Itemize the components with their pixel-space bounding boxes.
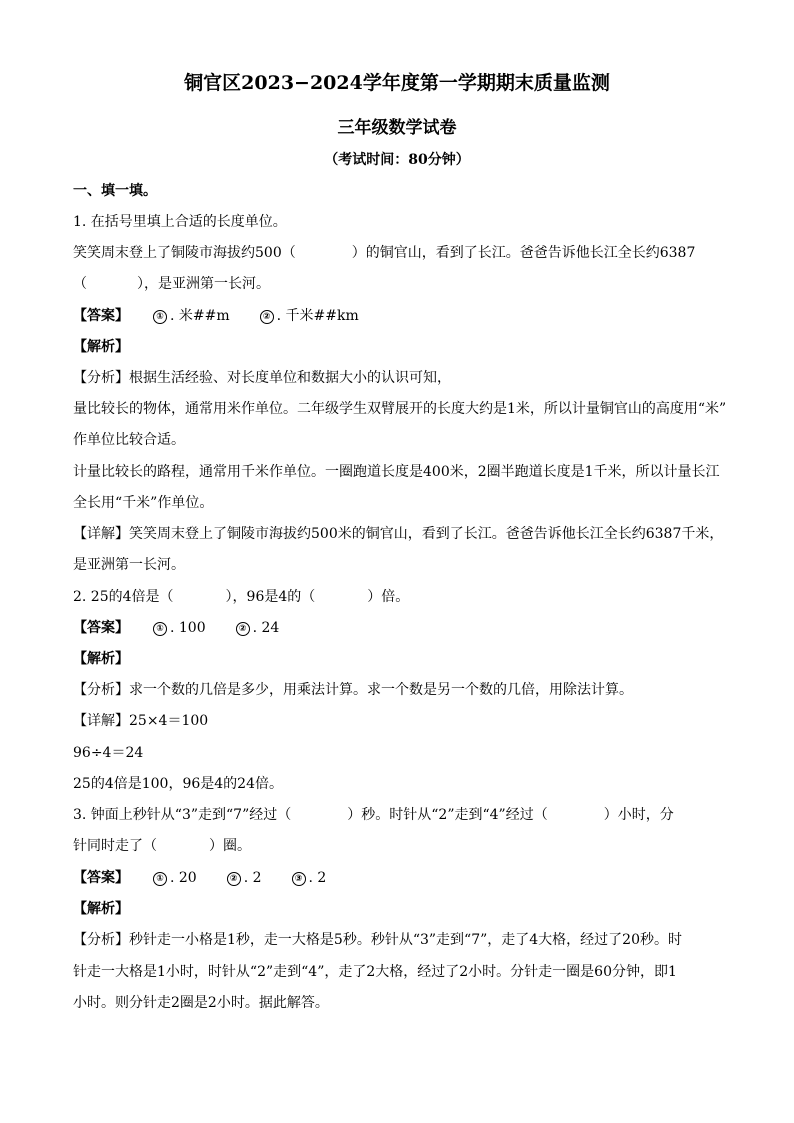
q1-line1-b: ）的铜官山，看到了长江。爸爸告诉他长江全长约6387 <box>351 245 696 261</box>
circle-number-1: ① <box>153 872 167 886</box>
q1-line2-b: ），是亚洲第一长河。 <box>137 276 270 292</box>
q2-stem-b: ），96是4的（ <box>225 589 316 605</box>
circle-number-2: ② <box>236 622 250 636</box>
q1-xiangjie: 【详解】笑笑周末登上了铜陵市海拔约500米的铜官山，看到了长江。爸爸告诉他长江全长约6387千米， <box>73 526 724 542</box>
circle-number-2: ② <box>260 310 274 324</box>
q2-xiangjie-line2: 96÷4＝24 <box>73 745 144 761</box>
circle-number-3: ③ <box>292 872 306 886</box>
q1-stem: 1. 在括号里填上合适的长度单位。 <box>73 214 287 230</box>
q2-fenxi: 【分析】求一个数的几倍是多少，用乘法计算。求一个数是另一个数的几倍，用除法计算。 <box>73 682 633 698</box>
q3-stem-l2a: 针同时走了（ <box>73 838 157 854</box>
q1-fenxi-line2: 量比较长的物体，通常用米作单位。二年级学生双臂展开的长度大约是1米，所以计量铜官山的高度用“米” <box>73 401 727 417</box>
q3-stem-line2 <box>73 836 251 856</box>
answer-value: . 米##m <box>170 308 230 324</box>
q2-stem-c: ）倍。 <box>367 589 410 605</box>
circle-number-1: ① <box>153 310 167 324</box>
answer-label: 【答案】 <box>73 620 129 636</box>
answer-value: . 24 <box>252 620 280 636</box>
q3-stem-a: 3. 钟面上秒针从“3”走到“7”经过（ <box>73 807 292 823</box>
q2-answer <box>73 618 279 638</box>
q1-line1 <box>73 243 695 263</box>
analysis-label: 【解析】 <box>73 901 129 917</box>
q3-fenxi-line3: 小时。则分针走2圈是2小时。据此解答。 <box>73 995 329 1011</box>
q1-xiangjie-line2: 是亚洲第一长河。 <box>73 557 185 573</box>
q1-fenxi-line4: 计量比较长的路程，通常用千米作单位。一圈跑道长度是400米，2圈半跑道长度是1千米，所以计量长江 <box>73 464 720 480</box>
q1-fenxi-line5: 全长用“千米”作单位。 <box>73 495 214 511</box>
q3-fenxi-line2: 针走一大格是1小时，时针从“2”走到“4”，走了2大格，经过了2小时。分针走一圈是60分钟，即1 <box>73 964 677 980</box>
exam-time: （考试时间：80分钟） <box>324 152 470 168</box>
analysis-label: 【解析】 <box>73 339 129 355</box>
q1-fenxi: 【分析】根据生活经验、对长度单位和数据大小的认识可知， <box>73 370 451 386</box>
exam-title: 铜官区2023−2024学年度第一学期期末质量监测 <box>184 72 610 94</box>
answer-value: . 2 <box>308 870 327 886</box>
q2-xiangjie-line3: 25的4倍是100，96是4的24倍。 <box>73 776 283 792</box>
analysis-label: 【解析】 <box>73 651 129 667</box>
q2-xiangjie: 【详解】25×4＝100 <box>73 713 209 729</box>
q1-line2-a: （ <box>73 276 87 292</box>
answer-value: . 20 <box>170 870 197 886</box>
q3-stem-b: ）秒。时针从“2”走到“4”经过（ <box>347 807 548 823</box>
q1-line1-a: 笑笑周末登上了铜陵市海拔约500（ <box>73 245 296 261</box>
answer-label: 【答案】 <box>73 308 129 324</box>
q3-fenxi: 【分析】秒针走一小格是1秒，走一大格是5秒。秒针从“3”走到“7”，走了4大格，经过了20秒。时 <box>73 932 682 948</box>
answer-value: . 100 <box>170 620 206 636</box>
answer-label: 【答案】 <box>73 870 129 886</box>
q1-line2 <box>73 274 270 294</box>
answer-value: . 千米##km <box>276 308 359 324</box>
answer-value: . 2 <box>243 870 262 886</box>
q1-answer <box>73 306 359 326</box>
q2-stem-a: 2. 25的4倍是（ <box>73 589 174 605</box>
q3-stem-l2b: ）圈。 <box>209 838 251 854</box>
q2-stem <box>73 587 409 607</box>
circle-number-2: ② <box>227 872 241 886</box>
q3-stem <box>73 805 674 825</box>
section-heading: 一、填一填。 <box>73 183 157 199</box>
q3-answer <box>73 868 326 888</box>
exam-subtitle: 三年级数学试卷 <box>337 118 457 138</box>
q3-stem-c: ）小时，分 <box>603 807 674 823</box>
q1-fenxi-line3: 作单位比较合适。 <box>73 432 185 448</box>
circle-number-1: ① <box>153 622 167 636</box>
